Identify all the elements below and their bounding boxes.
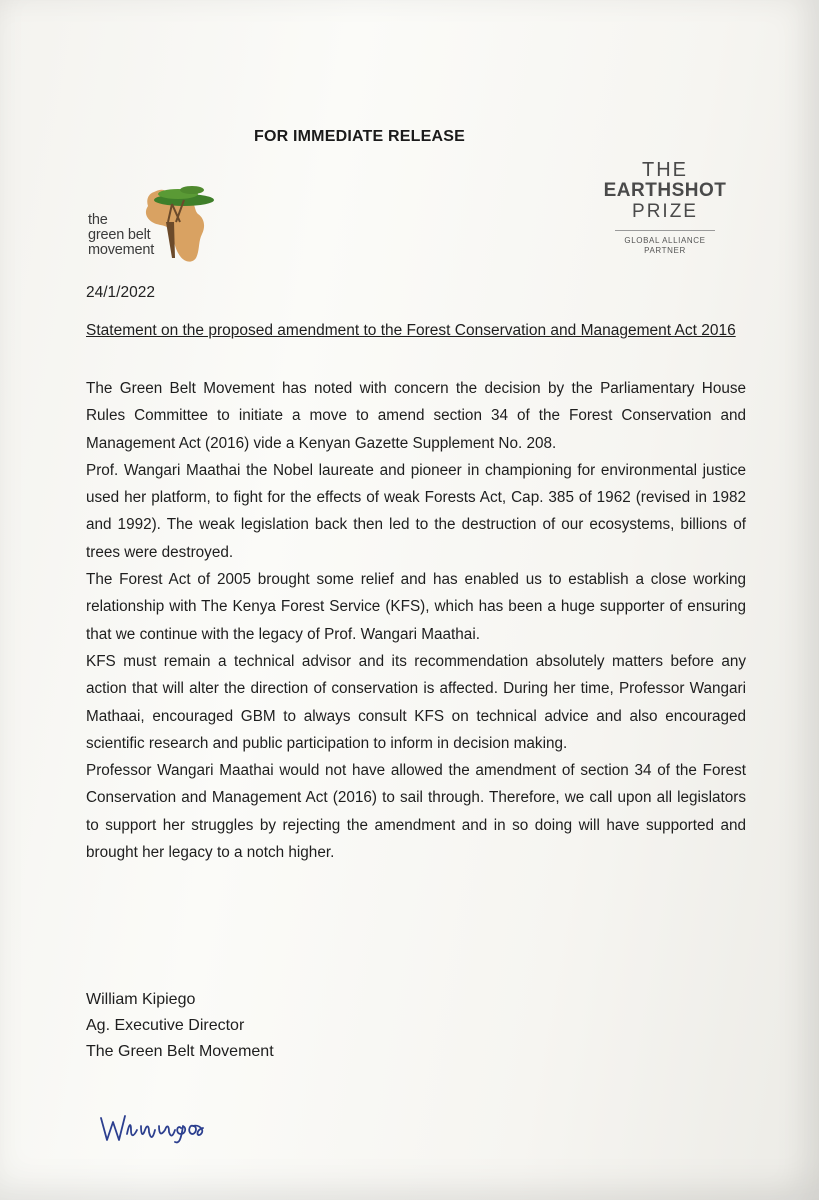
- gbm-logo-line: the: [88, 212, 108, 228]
- gbm-logo-line: movement: [88, 242, 155, 258]
- earthshot-logo-line: EARTHSHOT: [603, 180, 727, 201]
- gbm-logo-wordmark: [88, 213, 168, 258]
- earthshot-logo-subline: PARTNER: [644, 246, 686, 255]
- signatory-organization: The Green Belt Movement: [86, 1043, 274, 1060]
- gbm-logo-line: green belt: [88, 227, 151, 243]
- press-release-heading: FOR IMMEDIATE RELEASE: [253, 128, 466, 145]
- earthshot-prize-logo: [600, 160, 730, 256]
- body-paragraph: KFS must remain a technical advisor and its recommendation absolutely matters before any action that will alter the direction of conservation is affected. During her time, Professor Wangari Mathaai, encouraged GBM to always consult KFS on technical advice and also encouraged scientific research and public participation to inform in decision making.: [86, 652, 746, 752]
- signatory-name: William Kipiego: [86, 991, 196, 1008]
- statement-body: [86, 375, 746, 866]
- body-paragraph: Prof. Wangari Maathai the Nobel laureate and pioneer in championing for environmental justice used her platform, to fight for the effects of weak Forests Act, Cap. 385 of 1962 (revised in 1982 and 1992). The weak legislation back then led to the destruction of our ecosystems, billions of trees were destroyed.: [86, 461, 746, 561]
- earthshot-logo-subline: GLOBAL ALLIANCE: [624, 236, 706, 245]
- body-paragraph: The Green Belt Movement has noted with concern the decision by the Parliamentary House Rules Committee to initiate a move to amend section 34 of the Forest Conservation and Management Act (2016) vide a Kenyan Gazette Supplement No. 208.: [86, 380, 746, 452]
- body-paragraph: The Forest Act of 2005 brought some relief and has enabled us to establish a close working relationship with The Kenya Forest Service (KFS), which has been a huge supporter of ensuring that we continue with the legacy of Prof. Wangari Maathai.: [86, 571, 746, 643]
- statement-subject: Statement on the proposed amendment to the Forest Conservation and Management Act 2016: [86, 322, 736, 339]
- signature-block: [86, 987, 274, 1065]
- earthshot-logo-line: THE: [642, 159, 688, 181]
- body-paragraph: Professor Wangari Maathai would not have allowed the amendment of section 34 of the Forest Conservation and Management Act (2016) to sail through. Therefore, we call upon all legislators to support her struggles by rejecting the amendment and in so doing will have supported and brought her legacy to a notch higher.: [86, 762, 746, 862]
- signatory-title: Ag. Executive Director: [86, 1017, 245, 1034]
- logo-divider: [615, 230, 715, 231]
- handwritten-signature: [95, 1100, 265, 1150]
- earthshot-logo-line: PRIZE: [632, 201, 698, 222]
- release-date: 24/1/2022: [86, 284, 155, 301]
